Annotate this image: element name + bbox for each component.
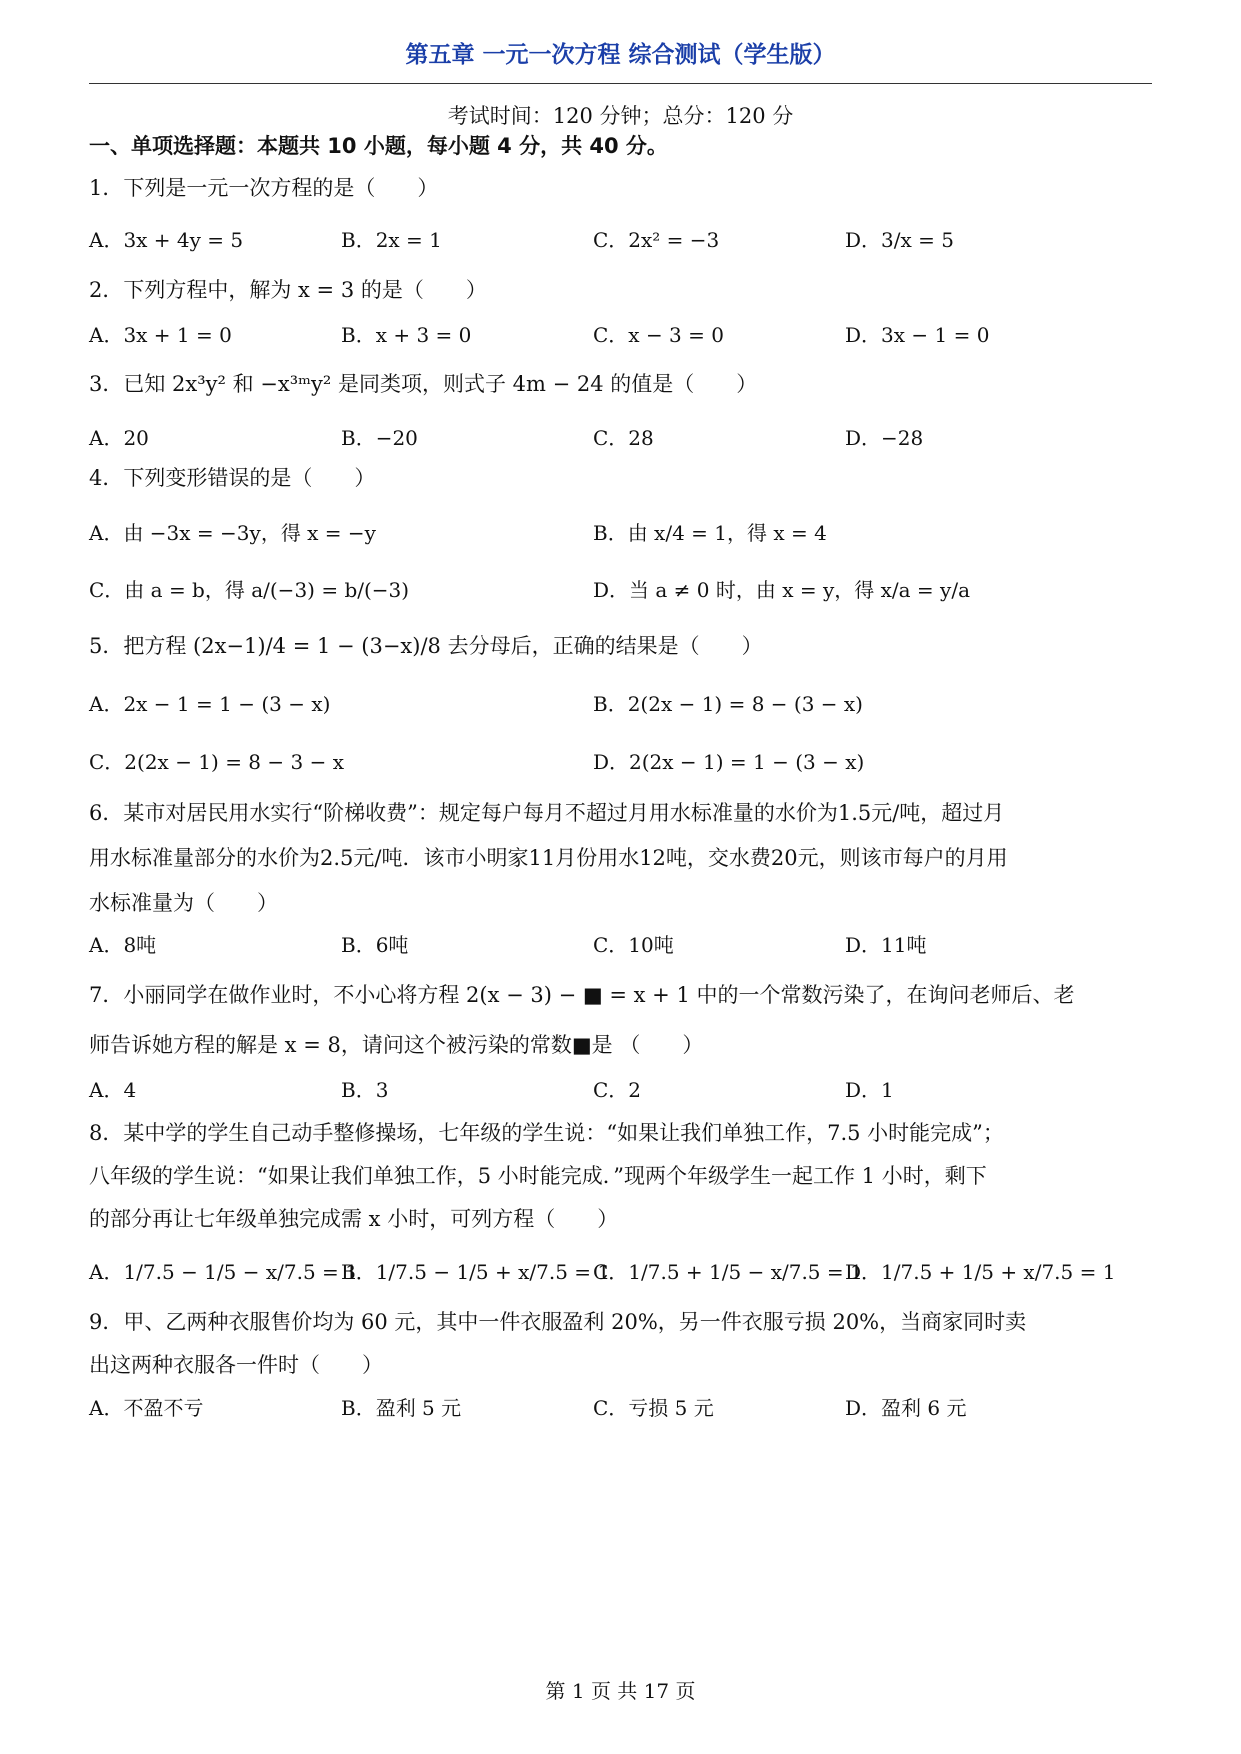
question-7-stem-line: 7．小丽同学在做作业时，不小心将方程 2(x − 3) − ■ = x + 1 中的一个常数污染了，在询问老师后、老	[89, 983, 1075, 1007]
question-6-stem-line: 6．某市对居民用水实行“阶梯收费”：规定每户每月不超过月用水标准量的水价为1.5元/吨，超过月	[89, 801, 1005, 825]
question-1-option-a: A．3x + 4y = 5	[89, 228, 244, 252]
question-3-option-b: B．−20	[341, 426, 418, 450]
question-3-option-a: A．20	[89, 426, 149, 450]
question-8-option-d: D．1/7.5 + 1/5 + x/7.5 = 1	[845, 1260, 1116, 1284]
question-5-option-d: D．2(2x − 1) = 1 − (3 − x)	[593, 750, 865, 774]
question-8-stem-line: 八年级的学生说：“如果让我们单独工作，5 小时能完成．”现两个年级学生一起工作 1 小时，剩下	[89, 1164, 987, 1188]
question-2-option-c: C．x − 3 = 0	[593, 323, 724, 347]
question-9-stem-line: 9．甲、乙两种衣服售价均为 60 元，其中一件衣服盈利 20%，另一件衣服亏损 20%，当商家同时卖	[89, 1310, 1027, 1334]
question-8-option-c: C．1/7.5 + 1/5 − x/7.5 = 1	[593, 1260, 863, 1284]
question-3-stem: 3．已知 2x³y² 和 −x³ᵐy² 是同类项，则式子 4m − 24 的值是（ ）	[89, 372, 758, 396]
question-8-stem-line: 的部分再让七年级单独完成需 x 小时，可列方程（ ）	[89, 1207, 619, 1231]
question-2-option-b: B．x + 3 = 0	[341, 323, 472, 347]
question-2-option-d: D．3x − 1 = 0	[845, 323, 990, 347]
question-4-option-b: B．由 x/4 = 1，得 x = 4	[593, 521, 827, 545]
question-9-option-d: D．盈利 6 元	[845, 1396, 967, 1420]
section-heading: 一、单项选择题：本题共 10 小题，每小题 4 分，共 40 分。	[89, 134, 668, 158]
question-1-stem: 1．下列是一元一次方程的是（ ）	[89, 176, 439, 200]
question-8-option-a: A．1/7.5 − 1/5 − x/7.5 = 1	[89, 1260, 358, 1284]
question-6-stem-line: 水标准量为（ ）	[89, 891, 278, 915]
question-4-stem: 4．下列变形错误的是（ ）	[89, 466, 376, 490]
question-9-option-c: C．亏损 5 元	[593, 1396, 714, 1420]
question-9-option-a: A．不盈不亏	[89, 1396, 204, 1420]
question-5-option-c: C．2(2x − 1) = 8 − 3 − x	[89, 750, 344, 774]
page-title: 第五章 一元一次方程 综合测试（学生版）	[405, 42, 836, 68]
question-7-option-b: B．3	[341, 1078, 389, 1102]
question-1-option-c: C．2x² = −3	[593, 228, 720, 252]
question-1-option-b: B．2x = 1	[341, 228, 442, 252]
question-8-stem-line: 8．某中学的学生自己动手整修操场，七年级的学生说：“如果让我们单独工作，7.5 小时能完成”；	[89, 1121, 1004, 1145]
question-5-stem: 5．把方程 (2x−1)/4 = 1 − (3−x)/8 去分母后，正确的结果是（ ）	[89, 634, 763, 658]
question-8-option-b: B．1/7.5 − 1/5 + x/7.5 = 1	[341, 1260, 611, 1284]
question-6-option-a: A．8吨	[89, 933, 157, 957]
question-7-stem-line: 师告诉她方程的解是 x = 8，请问这个被污染的常数■是 （ ）	[89, 1033, 704, 1057]
question-1-option-d: D．3/x = 5	[845, 228, 954, 252]
question-2-option-a: A．3x + 1 = 0	[89, 323, 232, 347]
question-6-option-b: B．6吨	[341, 933, 409, 957]
question-5-option-b: B．2(2x − 1) = 8 − (3 − x)	[593, 692, 863, 716]
question-3-option-c: C．28	[593, 426, 654, 450]
exam-info: 考试时间：120 分钟；总分：120 分	[447, 104, 794, 128]
question-4-option-d: D．当 a ≠ 0 时，由 x = y，得 x/a = y/a	[593, 578, 971, 602]
question-7-option-d: D．1	[845, 1078, 894, 1102]
page-footer: 第 1 页 共 17 页	[545, 1679, 696, 1703]
question-7-option-c: C．2	[593, 1078, 642, 1102]
question-7-option-a: A．4	[89, 1078, 137, 1102]
question-6-option-c: C．10吨	[593, 933, 674, 957]
question-4-option-c: C．由 a = b，得 a/(−3) = b/(−3)	[89, 578, 410, 602]
question-4-option-a: A．由 −3x = −3y，得 x = −y	[89, 521, 376, 545]
question-9-stem-line: 出这两种衣服各一件时（ ）	[89, 1353, 383, 1377]
question-9-option-b: B．盈利 5 元	[341, 1396, 462, 1420]
question-6-stem-line: 用水标准量部分的水价为2.5元/吨．该市小明家11月份用水12吨，交水费20元，则该市每户的月用	[89, 846, 1008, 870]
question-6-option-d: D．11吨	[845, 933, 927, 957]
header-divider	[89, 83, 1152, 84]
question-2-stem: 2．下列方程中，解为 x = 3 的是（ ）	[89, 278, 487, 302]
question-5-option-a: A．2x − 1 = 1 − (3 − x)	[89, 692, 331, 716]
question-3-option-d: D．−28	[845, 426, 924, 450]
